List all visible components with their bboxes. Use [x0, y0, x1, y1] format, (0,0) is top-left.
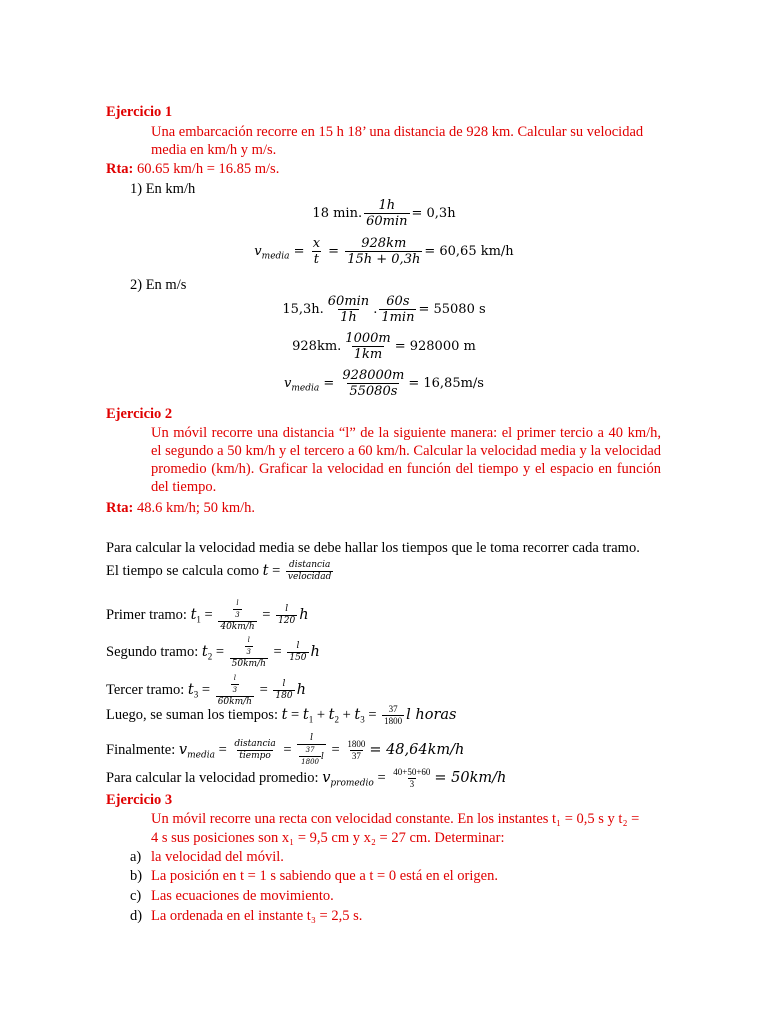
- exercise-1-heading: Ejercicio 1: [106, 104, 173, 120]
- eq1-denominator: 60min: [366, 214, 408, 229]
- prom-den: 3: [409, 779, 415, 789]
- eq2-right: = 60,65 km/h: [424, 244, 514, 259]
- eq4-num: 1000m: [345, 331, 391, 346]
- sum-den: 1800: [384, 716, 403, 726]
- prom-num: 40+50+60: [393, 767, 431, 777]
- eq5-sub: media: [291, 383, 320, 394]
- list-marker: b): [130, 868, 143, 884]
- eq3-f2-den: 1min: [381, 310, 415, 325]
- step-2-label: 2) En m/s: [130, 277, 187, 293]
- eq2-f1-den: t: [313, 252, 319, 267]
- eq4-right: = 928000 m: [394, 339, 476, 354]
- eq2-f1-num: x: [312, 236, 321, 251]
- exercise-3-line1: Un móvil recorre una recta con velocidad constante. En los instantes t₁ = 0,5 s y t₂ =: [151, 811, 640, 827]
- equation-4: [0, 331, 768, 362]
- velocidad-media-final: Finalmente: $v_{media}$ = $\frac{\text{distancia}}{\text{tiempo}}$ = l $\frac{37}{1800}$ l = $\frac{1800}{37}$ = 48,64km/h: [106, 733, 465, 766]
- answer-value: 60.65 km/h = 16.85 m/s.: [133, 161, 280, 177]
- eq4-left: 928km.: [292, 339, 342, 354]
- tiempo-den: velocidad: [287, 572, 332, 582]
- eq3-f1-den: 1h: [340, 310, 357, 325]
- final-f1-num: distancia: [234, 739, 276, 749]
- eq3-f1-num: 60min: [327, 294, 370, 309]
- exercise-1-statement-line2: media en km/h y m/s.: [151, 142, 277, 158]
- eq3-right: = 55080 s: [418, 302, 486, 317]
- sum-num: 37: [388, 704, 398, 714]
- list-text: la velocidad del móvil.: [151, 849, 284, 865]
- eq5-v: v: [284, 376, 292, 391]
- list-marker: a): [130, 849, 142, 865]
- exercise-1-statement-line1: Una embarcación recorre en 15 h 18’ una distancia de 928 km. Calcular su velocidad: [151, 124, 644, 140]
- t3-speed: 60km/h: [217, 697, 252, 707]
- equation-1: [0, 198, 768, 229]
- prom-label: Para calcular la velocidad promedio:: [106, 769, 323, 786]
- primer-tramo: Primer tramo: $t_1$ = $\frac{\frac{l}{3}}{40km/h}$ = $\frac{l}{120}$ h: [106, 599, 309, 632]
- t2-speed: 50km/h: [231, 659, 266, 669]
- list-text: Las ecuaciones de movimiento.: [151, 888, 334, 904]
- t2-label: Segundo tramo:: [106, 643, 202, 660]
- list-item: [130, 867, 498, 885]
- answer-label: Rta:: [106, 500, 134, 516]
- eq2-f2-den: 15h + 0,3h: [347, 252, 421, 267]
- final-f3-den: 37: [351, 751, 361, 761]
- exercise-2-answer: [106, 499, 255, 517]
- solution-intro: Para calcular la velocidad media se debe hallar los tiempos que le toma recorrer cada tramo.: [106, 540, 640, 556]
- final-right: = 48,64km/h: [369, 741, 465, 758]
- segundo-tramo: Segundo tramo: $t_2$ = $\frac{\frac{l}{3}}{50km/h}$ = $\frac{l}{150}$ h: [106, 636, 320, 669]
- t1-label: Primer tramo:: [106, 606, 191, 623]
- eq1-right: = 0,3h: [411, 206, 456, 221]
- sum-label: Luego, se suman los tiempos:: [106, 706, 282, 723]
- list-text: La ordenada en el instante t₃ = 2,5 s.: [151, 908, 363, 924]
- exercise-2-heading: Ejercicio 2: [106, 406, 173, 422]
- tercer-tramo: Tercer tramo: $t_3$ = $\frac{\frac{l}{3}}{60km/h}$ = $\frac{l}{180}$ h: [106, 674, 306, 707]
- t1-speed: 40km/h: [220, 622, 255, 632]
- eq1-numerator: 1h: [378, 198, 396, 213]
- list-item: [130, 907, 362, 925]
- eq3-left: 15,3h.: [282, 302, 324, 317]
- sum-tail: l horas: [406, 706, 457, 723]
- eq4-den: 1km: [353, 347, 383, 362]
- eq2-f2-num: 928km: [361, 236, 407, 251]
- equation-3: 15,3h. $\frac{60\min}{1h}$ . $\frac{60s}{1\min}$ = 55080 s: [282, 294, 486, 325]
- exercise-3-line2: 4 s sus posiciones son x₁ = 9,5 cm y x₂ = 27 cm. Determinar:: [151, 830, 505, 846]
- answer-value: 48.6 km/h; 50 km/h.: [133, 500, 256, 516]
- equation-5: $v_{media}$ = $\frac{928000m}{55080s}$ = 16,85m/s: [284, 368, 484, 399]
- t2-result: 150: [289, 653, 307, 663]
- eq5-num: 928000m: [342, 368, 405, 383]
- eq5-den: 55080s: [349, 384, 398, 399]
- eq2-v: v: [254, 244, 262, 259]
- velocidad-promedio: Para calcular la velocidad promedio: $v_{promedio}$ = $\frac{40+50+60}{3}$ = 50km/h: [106, 767, 507, 789]
- t3-label: Tercer tramo:: [106, 681, 188, 698]
- t3-result: 180: [275, 691, 293, 701]
- step-1-label: 1) En km/h: [130, 181, 196, 197]
- eq2-sub: media: [261, 251, 290, 262]
- eq5-right: = 16,85m/s: [408, 376, 484, 391]
- equation-2: $v_{media}$ = $\frac{x}{t}$ = $\frac{928km}{15h + 0,3h}$ = 60,65 km/h: [254, 236, 514, 267]
- list-marker: d): [130, 908, 143, 924]
- exercise-3-heading: Ejercicio 3: [106, 792, 173, 808]
- list-marker: c): [130, 888, 142, 904]
- final-label: Finalmente:: [106, 741, 179, 758]
- final-f1-den: tiempo: [239, 751, 271, 761]
- exercise-1-answer: [106, 160, 279, 178]
- prom-sub: promedio: [330, 778, 374, 789]
- final-f3-num: 1800: [347, 739, 366, 749]
- list-item: [130, 848, 284, 866]
- t1-result: 120: [278, 616, 296, 626]
- eq1-left: 18 min.: [312, 206, 363, 221]
- exercise-2-statement: Un móvil recorre una distancia “l” de la siguiente manera: el primer tercio a 40 km/h, el segundo a 50 km/h y el tercero a 60 km/h. Calcular la velocidad media y la velocidad promedio (km/h). Graficar la velocidad en función del tiempo y el espacio en función del tiempo.: [151, 425, 661, 495]
- list-item: [130, 887, 334, 905]
- eq3-f2-num: 60s: [386, 294, 410, 309]
- list-text: La posición en t = 1 s sabiendo que a t = 0 está en el origen.: [151, 868, 498, 884]
- tiempo-text: El tiempo se calcula como: [106, 562, 263, 579]
- suma-tiempos: Luego, se suman los tiempos: $t = t_1 + t_2 + t_3$ = $\frac{37}{1800}$ l horas: [106, 704, 457, 726]
- answer-label: Rta:: [106, 161, 134, 177]
- prom-right: = 50km/h: [434, 769, 507, 786]
- tiempo-num: distancia: [289, 560, 331, 570]
- tiempo-formula: El tiempo se calcula como t = $\frac{\text{distancia}}{\text{velocidad}}$: [106, 560, 332, 582]
